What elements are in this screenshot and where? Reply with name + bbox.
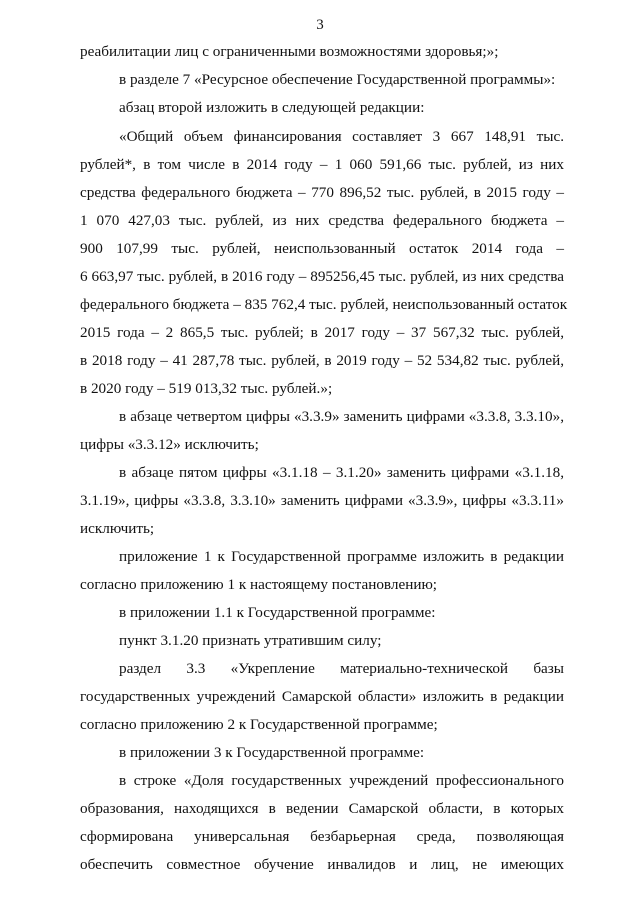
text-line: согласно приложению 1 к настоящему постановлению; [80,576,438,593]
text-line: цифры «3.3.12» исключить; [80,436,259,453]
text-line: 3.1.19», цифры «3.3.8, 3.3.10» заменить цифрами «3.3.9», цифры «3.3.11» [80,492,564,509]
text-line: в абзаце пятом цифры «3.1.18 – 3.1.20» заменить цифрами «3.1.18, [119,464,564,481]
text-line: в разделе 7 «Ресурсное обеспечение Государственной программы»: [119,71,556,88]
text-line: в приложении 1.1 к Государственной программе: [119,604,436,621]
text-line: 1 070 427,03 тыс. рублей, из них средства федерального бюджета – [80,212,564,229]
text-line: средства федерального бюджета – 770 896,52 тыс. рублей, в 2015 году – [80,184,564,201]
text-line: в приложении 3 к Государственной программе: [119,744,425,761]
text-line: «Общий объем финансирования составляет 3 667 148,91 тыс. [119,128,564,145]
text-line: 2015 года – 2 865,5 тыс. рублей; в 2017 году – 37 567,32 тыс. рублей, [80,324,564,341]
text-line: сформирована универсальная безбарьерная среда, позволяющая [80,828,564,845]
text-line: в абзаце четвертом цифры «3.3.9» заменить цифрами «3.3.8, 3.3.10», [119,408,564,425]
text-line: согласно приложению 2 к Государственной программе; [80,716,438,733]
text-line: исключить; [80,520,155,537]
text-line: федерального бюджета – 835 762,4 тыс. рублей, неиспользованный остаток [80,296,568,313]
text-line: в строке «Доля государственных учреждений профессионального [119,772,564,789]
text-line: обеспечить совместное обучение инвалидов и лиц, не имеющих [80,856,564,873]
text-line: образования, находящихся в ведении Самарской области, в которых [80,800,564,817]
text-line: приложение 1 к Государственной программе изложить в редакции [119,548,564,565]
text-line: 900 107,99 тыс. рублей, неиспользованный остаток 2014 года – [80,240,564,257]
text-line: в 2018 году – 41 287,78 тыс. рублей, в 2019 году – 52 534,82 тыс. рублей, [80,352,564,369]
text-line: рублей*, в том числе в 2014 году – 1 060 591,66 тыс. рублей, из них [80,156,564,173]
page-number: 3 [316,17,324,33]
text-line: пункт 3.1.20 признать утратившим силу; [119,632,382,649]
text-line: в 2020 году – 519 013,32 тыс. рублей.»; [80,380,333,397]
text-line: раздел 3.3 «Укрепление материально-технической базы [119,660,564,677]
text-line: реабилитации лиц с ограниченными возможностями здоровья;»; [80,43,499,60]
text-line: абзац второй изложить в следующей редакции: [119,99,425,116]
text-line: 6 663,97 тыс. рублей, в 2016 году – 895256,45 тыс. рублей, из них средства [80,268,564,285]
text-line: государственных учреждений Самарской области» изложить в редакции [80,688,564,705]
